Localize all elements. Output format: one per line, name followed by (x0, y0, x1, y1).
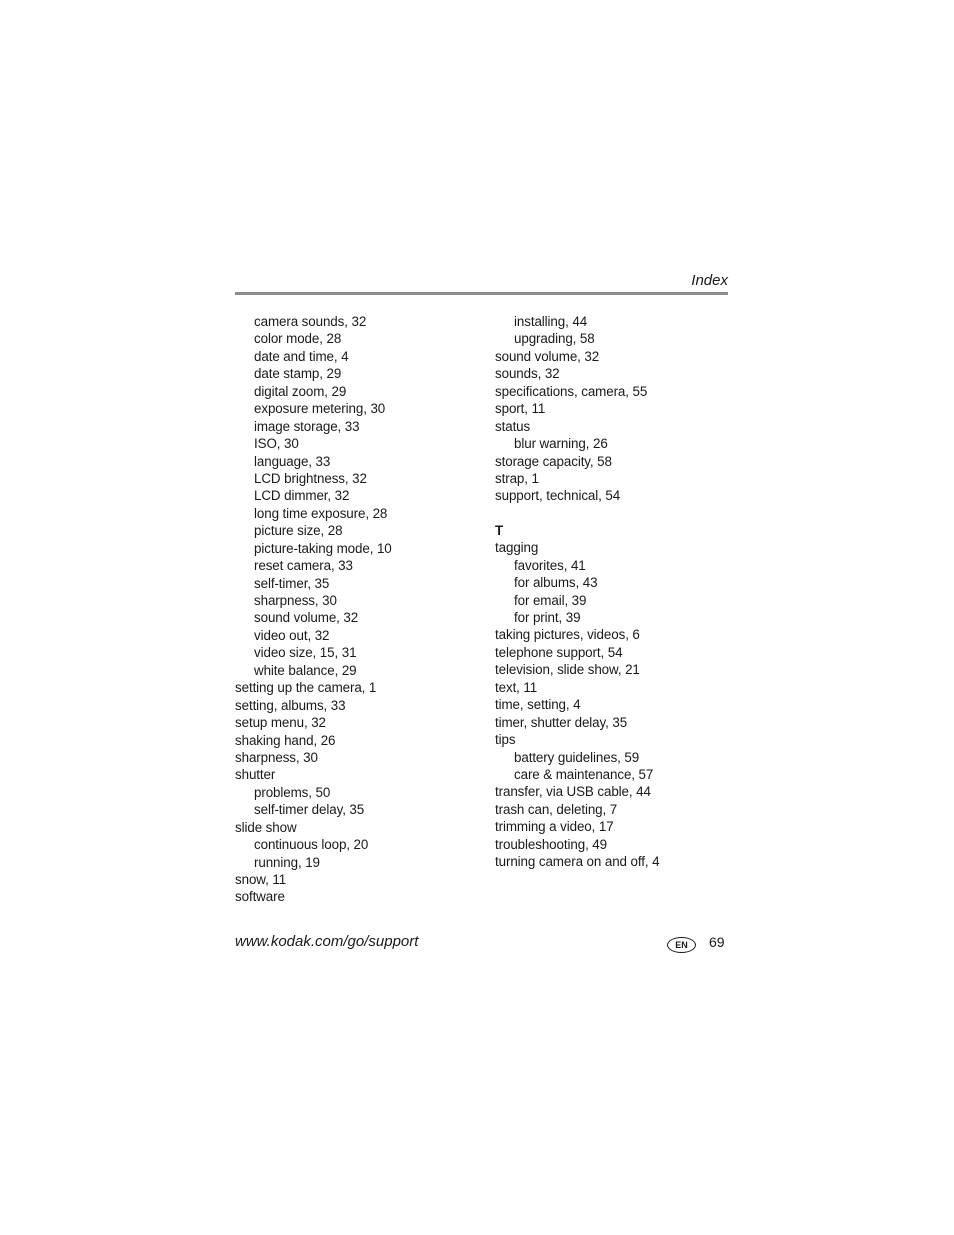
index-subentry: long time exposure, 28 (254, 505, 388, 521)
index-subentry: continuous loop, 20 (254, 837, 369, 853)
index-subentry: for print, 39 (514, 610, 581, 625)
index-entry: timer, shutter delay, 35 (495, 714, 628, 730)
index-entry: setup menu, 32 (235, 715, 326, 731)
index-subentry: digital zoom, 29 (254, 383, 347, 399)
index-subentry: camera sounds, 32 (254, 314, 367, 329)
index-subentry: installing, 44 (514, 314, 588, 329)
index-subentry: upgrading, 58 (514, 331, 595, 347)
index-subentry: reset camera, 33 (254, 558, 353, 574)
index-subentry: care & maintenance, 57 (514, 766, 654, 782)
index-entry: shutter (235, 767, 276, 783)
support-url[interactable]: www.kodak.com/go/support (235, 933, 419, 950)
index-column-left (235, 313, 475, 906)
index-subentry: date stamp, 29 (254, 366, 342, 382)
index-subentry: self-timer, 35 (254, 575, 330, 591)
index-subentry: running, 19 (254, 854, 320, 870)
index-entry: transfer, via USB cable, 44 (495, 784, 651, 800)
index-entry: turning camera on and off, 4 (495, 854, 660, 870)
index-entry: slide show (235, 819, 297, 835)
index-subentry: picture-taking mode, 10 (254, 540, 392, 556)
index-subentry: for email, 39 (514, 592, 587, 608)
index-subentry: battery guidelines, 59 (514, 749, 640, 765)
index-entry: trash can, deleting, 7 (495, 801, 618, 817)
index-entry: software (235, 889, 285, 905)
index-entry: sharpness, 30 (235, 749, 318, 765)
index-subentry: sound volume, 32 (254, 610, 359, 626)
index-entry: support, technical, 54 (495, 488, 621, 504)
index-entry: tagging (495, 540, 539, 556)
index-entry: setting up the camera, 1 (235, 680, 377, 696)
index-subentry: color mode, 28 (254, 331, 342, 347)
index-subentry: self-timer delay, 35 (254, 802, 365, 818)
index-subentry: sharpness, 30 (254, 593, 337, 608)
index-entry: sound volume, 32 (495, 348, 600, 364)
index-entry: snow, 11 (235, 872, 287, 887)
index-subentry: favorites, 41 (514, 557, 586, 573)
index-entry: tips (495, 732, 516, 748)
header-divider (235, 292, 728, 295)
index-entry: sport, 11 (495, 401, 546, 417)
index-subentry: white balance, 29 (254, 662, 357, 678)
index-entry: text, 11 (495, 679, 538, 695)
index-subentry: LCD brightness, 32 (254, 470, 367, 486)
index-entry: trimming a video, 17 (495, 819, 614, 835)
index-entry: shaking hand, 26 (235, 732, 336, 748)
index-entry: sounds, 32 (495, 366, 560, 382)
index-entry: storage capacity, 58 (495, 453, 612, 469)
index-subentry: date and time, 4 (254, 348, 349, 364)
index-subentry: for albums, 43 (514, 575, 598, 591)
index-subentry: image storage, 33 (254, 418, 360, 434)
index-entry: telephone support, 54 (495, 644, 623, 660)
index-subentry: exposure metering, 30 (254, 401, 386, 417)
index-subentry: problems, 50 (254, 784, 331, 800)
index-subentry: language, 33 (254, 453, 331, 469)
index-subentry: video size, 15, 31 (254, 645, 357, 661)
index-subentry: ISO, 30 (254, 436, 299, 452)
index-entry: taking pictures, videos, 6 (495, 627, 640, 643)
index-entry: troubleshooting, 49 (495, 836, 608, 852)
index-subentry: video out, 32 (254, 627, 330, 643)
page-header-title: Index (691, 272, 728, 289)
index-entry: status (495, 418, 531, 434)
index-entry: television, slide show, 21 (495, 662, 640, 678)
page-number: 69 (709, 934, 725, 950)
index-subentry: picture size, 28 (254, 523, 343, 539)
index-letter-heading: T (495, 522, 504, 538)
language-badge: EN (667, 937, 696, 953)
index-column-right (495, 313, 735, 871)
index-entry: time, setting, 4 (495, 697, 581, 713)
index-entry: strap, 1 (495, 470, 539, 486)
index-subentry: LCD dimmer, 32 (254, 488, 350, 504)
index-entry: setting, albums, 33 (235, 697, 346, 713)
index-entry: specifications, camera, 55 (495, 383, 648, 399)
index-subentry: blur warning, 26 (514, 436, 608, 452)
